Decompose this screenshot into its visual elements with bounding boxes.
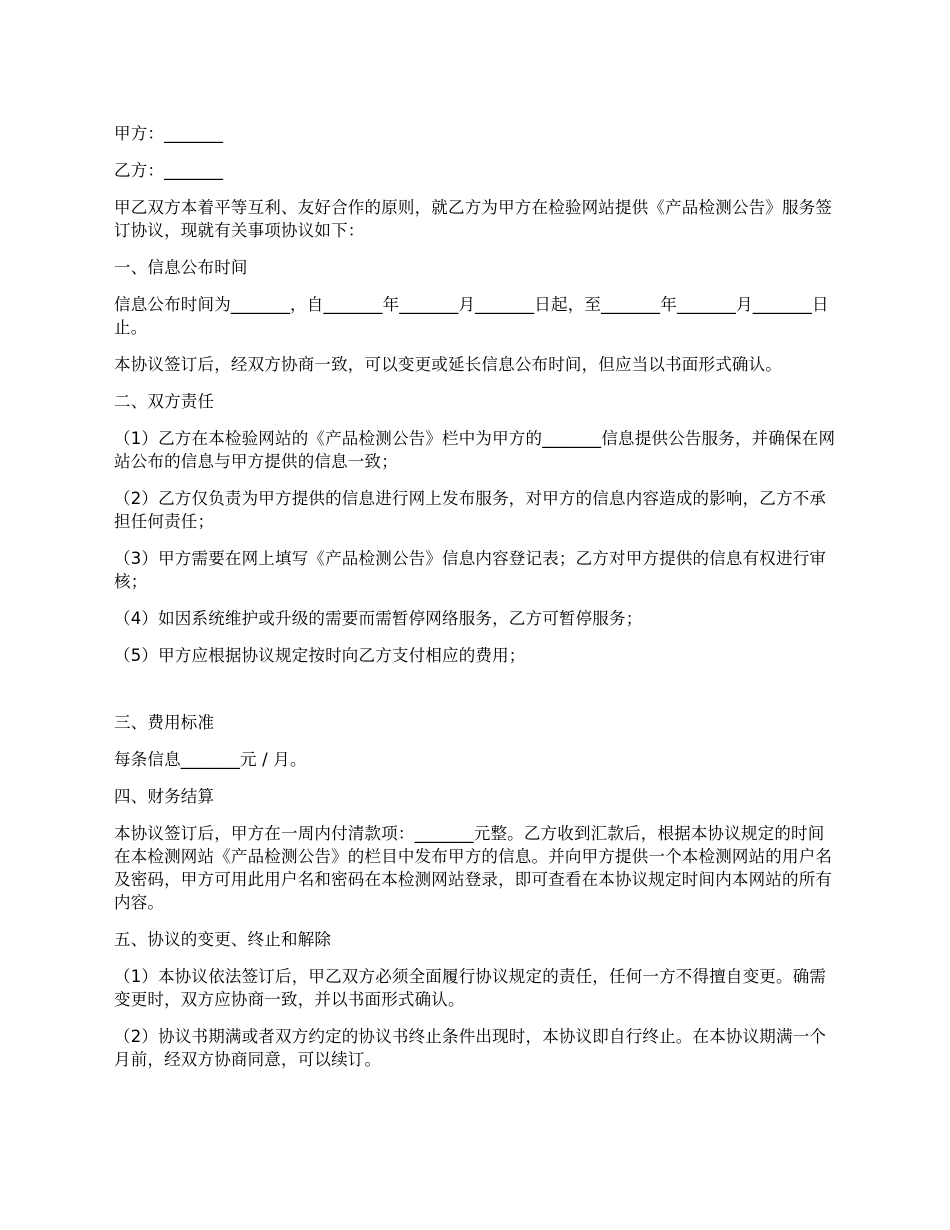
fee-paragraph: 每条信息_______元 / 月。	[114, 750, 307, 769]
section-heading-4: 四、财务结算	[114, 787, 215, 806]
termination-item-1: （1）本协议依法签订后，甲乙双方必须全面履行协议规定的责任，任何一方不得擅自变更。确需变更时，双方应协商一致，并以书面形式确认。	[114, 967, 827, 1009]
section-heading-3: 三、费用标准	[114, 713, 215, 732]
change-period-paragraph: 本协议签订后，经双方协商一致，可以变更或延长信息公布时间，但应当以书面形式确认。	[114, 355, 782, 374]
termination-item-2: （2）协议书期满或者双方约定的协议书终止条件出现时，本协议即自行终止。在本协议期满一个月前，经双方协商同意，可以续订。	[114, 1027, 827, 1069]
duty-item-1: （1）乙方在本检验网站的《产品检测公告》栏中为甲方的_______信息提供公告服务，并确保在网站公布的信息与甲方提供的信息一致；	[114, 429, 836, 471]
duty-item-3: （3）甲方需要在网上填写《产品检测公告》信息内容登记表；乙方对甲方提供的信息有权进行审核；	[114, 549, 827, 591]
section-heading-1: 一、信息公布时间	[114, 258, 248, 277]
publish-period-paragraph: 信息公布时间为_______，自_______年_______月_______日起，至_______年_______月_______日止。	[114, 295, 829, 337]
section-spacer	[114, 681, 840, 711]
duty-item-5: （5）甲方应根据协议规定按时向乙方支付相应的费用；	[114, 646, 526, 665]
section-heading-5: 五、协议的变更、终止和解除	[114, 930, 332, 949]
contract-page	[114, 122, 840, 1085]
duty-item-4: （4）如因系统维护或升级的需要而需暂停网络服务，乙方可暂停服务；	[114, 609, 643, 628]
party-a-line: 甲方：_______	[114, 124, 224, 143]
section-heading-2: 二、双方责任	[114, 392, 215, 411]
settlement-paragraph: 本协议签订后，甲方在一周内付清款项：_______元整。乙方收到汇款后，根据本协议规定的时间在本检测网站《产品检测公告》的栏目中发布甲方的信息。并向甲方提供一个本检测网站的用户名及密码，甲方可用此用户名和密码在本检测网站登录，即可查看在本协议规定时间内本网站的所有内容。	[114, 824, 833, 912]
party-b-line: 乙方：_______	[114, 161, 224, 180]
preamble-paragraph: 甲乙双方本着平等互利、友好合作的原则，就乙方为甲方在检验网站提供《产品检测公告》服务签订协议，现就有关事项协议如下：	[114, 198, 833, 240]
duty-item-2: （2）乙方仅负责为甲方提供的信息进行网上发布服务，对甲方的信息内容造成的影响，乙方不承担任何责任；	[114, 489, 827, 531]
